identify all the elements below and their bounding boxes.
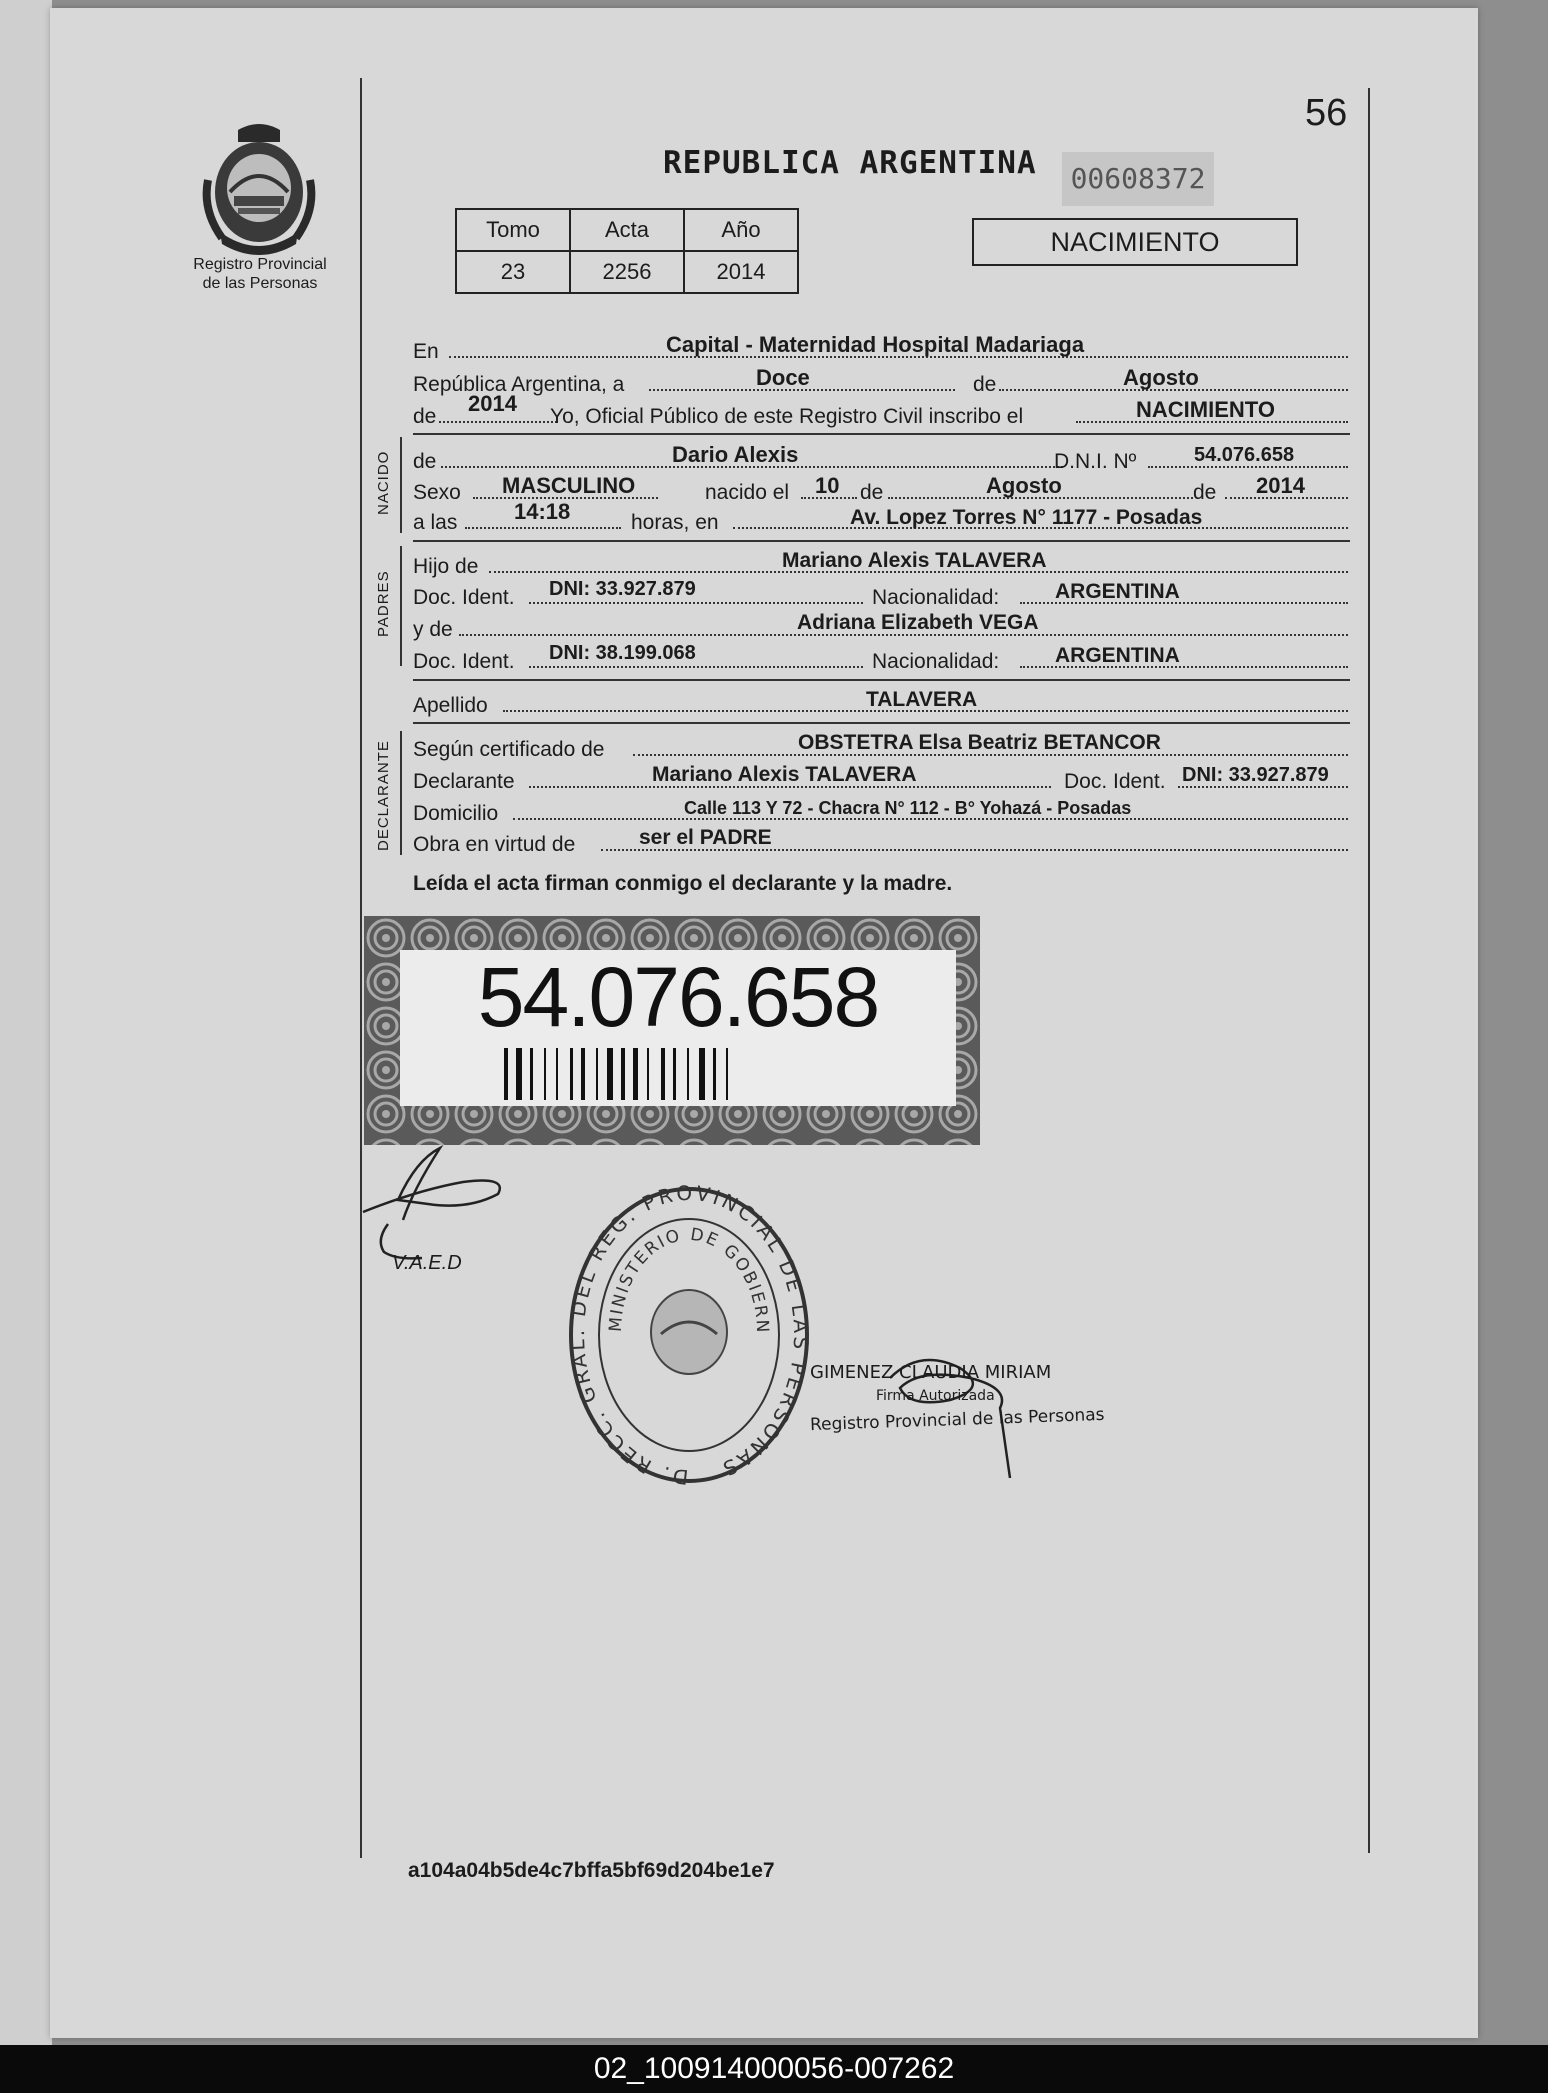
birth-year: 2014 — [1256, 473, 1305, 498]
de-label: de — [973, 373, 997, 396]
right-margin-line — [1368, 88, 1370, 1853]
declarante-bracket — [400, 731, 402, 855]
en-label: En — [413, 340, 439, 363]
mother-nationality: ARGENTINA — [1055, 644, 1180, 667]
section-divider — [413, 433, 1350, 435]
sticker-dni-number: 54.076.658 — [477, 950, 879, 1044]
republica-label: República Argentina, a — [413, 373, 625, 396]
mother-name-row — [413, 610, 1348, 640]
section-divider — [413, 722, 1350, 724]
domicilio-label: Domicilio — [413, 802, 499, 825]
tomo-header: Tomo — [456, 209, 570, 251]
apellido-label: Apellido — [413, 694, 488, 717]
padres-bracket — [400, 546, 402, 666]
de-label: de — [860, 481, 884, 504]
de-label: de — [1193, 481, 1217, 504]
nacionalidad-label: Nacionalidad: — [872, 650, 1000, 673]
dotted-line — [439, 421, 557, 423]
barcode-bar — [596, 1048, 598, 1100]
registry-caption-line2: de las Personas — [202, 275, 318, 292]
stamp-oval — [566, 1182, 812, 1488]
father-doc-row — [413, 578, 1348, 608]
born-time-row — [413, 499, 1348, 534]
nacido-bracket — [400, 437, 402, 533]
certificate-row — [413, 730, 1348, 760]
doc-ident-label: Doc. Ident. — [413, 586, 515, 609]
dni-label: D.N.I. Nº — [1054, 450, 1137, 473]
birth-day: 10 — [815, 473, 840, 498]
barcode-bar — [661, 1048, 665, 1100]
barcode-bar — [607, 1048, 613, 1100]
registry-caption — [180, 255, 340, 293]
declarant-address: Calle 113 Y 72 - Chacra N° 112 - B° Yohazá - Posadas — [684, 798, 1132, 818]
birth-time: 14:18 — [514, 499, 571, 524]
acta-header: Acta — [570, 209, 684, 251]
left-margin-line — [360, 78, 362, 1858]
born-name-row — [413, 442, 1348, 472]
registration-place: Capital - Maternidad Hospital Madariaga — [666, 332, 1085, 357]
declarant-row — [413, 762, 1348, 792]
mother-name: Adriana Elizabeth VEGA — [797, 611, 1039, 634]
surname-value: TALAVERA — [866, 688, 978, 711]
stamp-inner-text: MINISTERIO DE GOBIERN — [605, 1224, 773, 1335]
declarant-capacity: ser el PADRE — [639, 826, 772, 849]
birth-address: Av. Lopez Torres N° 1177 - Posadas — [850, 506, 1203, 529]
statement-act-type: NACIMIENTO — [1136, 397, 1275, 422]
section-divider — [413, 679, 1350, 681]
child-name: Dario Alexis — [672, 442, 799, 467]
barcode-bar — [581, 1048, 585, 1100]
intro-statement-row — [413, 391, 1348, 428]
father-name-row — [413, 547, 1348, 577]
closing-statement: Leída el acta firman conmigo el declarante y la madre. — [413, 872, 953, 895]
anio-value: 2014 — [684, 251, 798, 293]
barcode-bar — [726, 1048, 728, 1100]
page-number: 56 — [1305, 92, 1348, 134]
declarant-doc: DNI: 33.927.879 — [1182, 764, 1329, 786]
de-label: de — [413, 450, 437, 473]
statement-text: Yo, Oficial Público de este Registro Civil inscribo el — [550, 405, 1024, 428]
section-label-declarante: DECLARANTE — [375, 740, 392, 851]
father-name: Mariano Alexis TALAVERA — [782, 549, 1047, 572]
sexo-label: Sexo — [413, 481, 461, 504]
child-sex: MASCULINO — [502, 473, 636, 498]
obra-label: Obra en virtud de — [413, 833, 576, 856]
intro-place-row — [413, 332, 1348, 362]
father-doc: DNI: 33.927.879 — [549, 578, 696, 600]
address-row — [413, 794, 1348, 824]
serial-number: 00608372 — [1062, 152, 1214, 206]
registration-day: Doce — [756, 365, 810, 390]
acta-value: 2256 — [570, 251, 684, 293]
book-reference-table — [455, 208, 799, 294]
barcode-bar — [556, 1048, 558, 1100]
registry-caption-line1: Registro Provincial — [193, 256, 327, 273]
de-label: de — [413, 405, 437, 428]
child-dni: 54.076.658 — [1194, 444, 1295, 466]
section-label-nacido: NACIDO — [375, 450, 392, 515]
mother-doc-row — [413, 642, 1348, 672]
y-de-label: y de — [413, 618, 453, 641]
barcode-bar — [530, 1048, 533, 1100]
barcode-bar — [699, 1048, 705, 1100]
signer-name: GIMENEZ CLAUDIA MIRIAM — [810, 1362, 1052, 1383]
intro-date-row — [413, 365, 1348, 395]
misiones-coat-of-arms-logo — [198, 120, 320, 255]
signature-initials: V.A.E.D — [392, 1252, 462, 1274]
father-nationality: ARGENTINA — [1055, 580, 1180, 603]
official-stamp — [566, 1182, 812, 1488]
barcode-bar — [504, 1048, 508, 1100]
scan-code: 02_100914000056-007262 — [593, 2052, 955, 2085]
nacido-label: nacido el — [705, 481, 790, 504]
dni-sticker — [364, 916, 980, 1145]
stamp-outer-text: D. RECC. GRAL. DEL REG. PROVINCIAL DE LAS PERSONAS — [566, 1182, 812, 1488]
registration-month: Agosto — [1123, 365, 1199, 390]
barcode-bar — [673, 1048, 676, 1100]
dotted-line — [529, 602, 863, 604]
tomo-value: 23 — [456, 251, 570, 293]
signer-role: Firma Autorizada — [876, 1388, 995, 1404]
section-label-padres: PADRES — [375, 570, 392, 637]
barcode-bar — [570, 1048, 573, 1100]
barcode-bar — [713, 1048, 716, 1100]
country-title: REPUBLICA ARGENTINA — [663, 145, 1037, 181]
underlying-sheet — [0, 0, 52, 2045]
registration-year: 2014 — [468, 391, 517, 416]
hijo-de-label: Hijo de — [413, 555, 479, 578]
barcode-bar — [633, 1048, 638, 1100]
barcode-bar — [516, 1048, 522, 1100]
horas-label: horas, en — [631, 511, 719, 534]
section-divider — [413, 540, 1350, 542]
barcode-bar — [647, 1048, 649, 1100]
declarante-label: Declarante — [413, 770, 515, 793]
signer-organization: Registro Provincial de las Personas — [809, 1404, 1105, 1436]
act-type-box: NACIMIENTO — [972, 218, 1298, 266]
document-hash: a104a04b5de4c7bffa5bf69d204be1e7 — [408, 1859, 775, 1882]
certificate-issuer: OBSTETRA Elsa Beatriz BETANCOR — [798, 731, 1161, 754]
nacionalidad-label: Nacionalidad: — [872, 586, 1000, 609]
anio-header: Año — [684, 209, 798, 251]
doc-ident-label: Doc. Ident. — [413, 650, 515, 673]
capacity-row — [413, 825, 1348, 855]
doc-ident-label: Doc. Ident. — [1064, 770, 1166, 793]
barcode-bar — [544, 1048, 546, 1100]
declarant-name: Mariano Alexis TALAVERA — [652, 763, 917, 786]
dotted-line — [465, 527, 621, 529]
segun-certificado-label: Según certificado de — [413, 738, 605, 761]
barcode-bar — [621, 1048, 625, 1100]
surname-row — [413, 686, 1348, 716]
barcode-bar — [687, 1048, 689, 1100]
dotted-line — [529, 666, 863, 668]
a-las-label: a las — [413, 511, 458, 534]
mother-doc: DNI: 38.199.068 — [549, 642, 696, 664]
birth-month: Agosto — [986, 473, 1062, 498]
scan-footer — [0, 2045, 1548, 2093]
